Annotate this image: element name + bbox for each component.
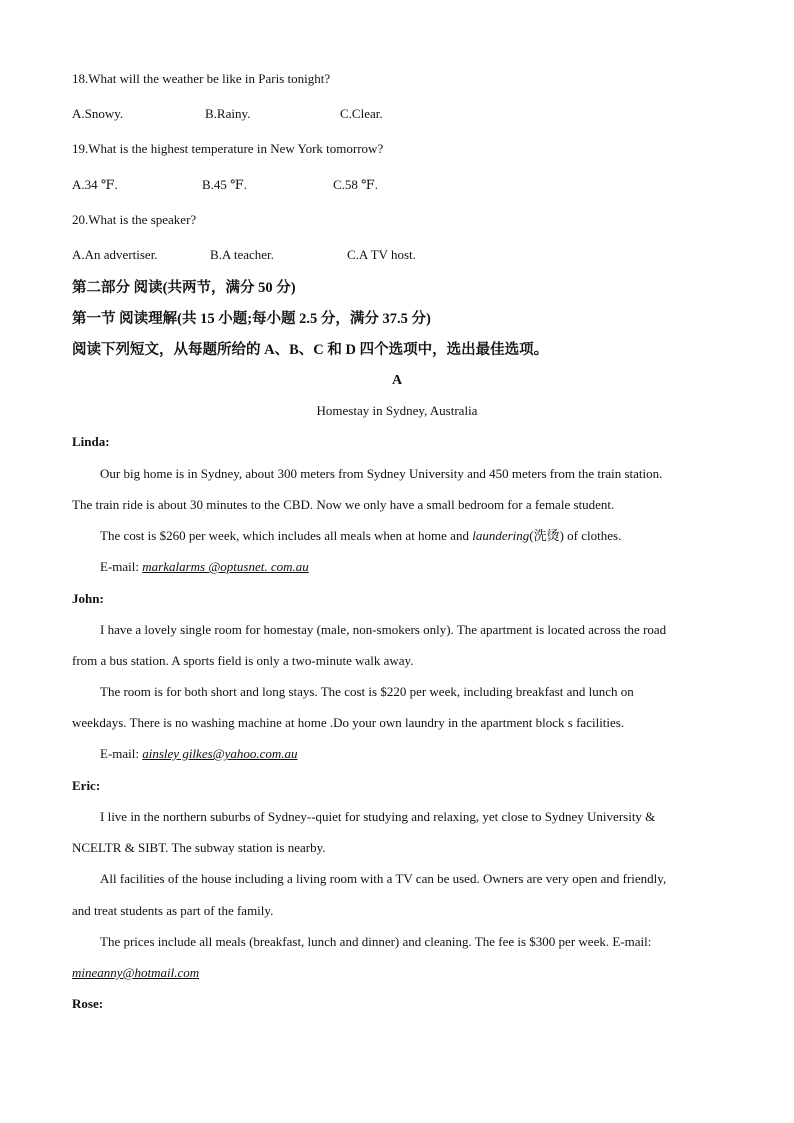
linda-p2-italic: laundering: [472, 528, 530, 543]
john-email-link[interactable]: ainsley gilkes@yahoo.com.au: [142, 746, 298, 761]
q19-option-c: C.58 ℉.: [333, 177, 379, 192]
linda-p1-line2: The train ride is about 30 minutes to the CBD. Now we only have a small bedroom for a female student.: [72, 497, 615, 512]
john-p1-line2: from a bus station. A sports field is only a two-minute walk away.: [72, 653, 414, 668]
linda-p2-text: The cost is $260 per week, which includes all meals when at home and: [100, 528, 473, 543]
question-18: 18.What will the weather be like in Paris tonight?: [72, 71, 331, 86]
eric-p3-line1: The prices include all meals (breakfast, lunch and dinner) and cleaning. The fee is $300 per week. E-mail:: [100, 934, 652, 949]
q18-option-a: A.Snowy.: [72, 106, 124, 121]
rose-name: Rose:: [72, 996, 104, 1011]
question-20: 20.What is the speaker?: [72, 212, 197, 227]
email-label: E-mail:: [100, 746, 143, 761]
q19-option-b: B.45 ℉.: [202, 177, 248, 192]
passage-title: Homestay in Sydney, Australia: [316, 403, 478, 418]
linda-email-line: [100, 559, 309, 575]
eric-p2-line1: All facilities of the house including a living room with a TV can be used. Owners are very open and friendly,: [100, 871, 667, 886]
john-p1-line1: I have a lovely single room for homestay (male, non-smokers only). The apartment is located across the road: [100, 622, 667, 637]
eric-email-link[interactable]: mineanny@hotmail.com: [72, 965, 200, 980]
passage-letter: A: [391, 373, 403, 388]
john-name: John:: [72, 591, 104, 606]
q20-option-c: C.A TV host.: [347, 247, 416, 262]
john-p2-line1: The room is for both short and long stays. The cost is $220 per week, including breakfast and lunch on: [100, 684, 634, 699]
linda-name: Linda:: [72, 434, 110, 449]
part2-title: 第二部分 阅读(共两节，满分 50 分): [72, 280, 296, 296]
eric-name: Eric:: [72, 778, 101, 793]
reading-instruction: 阅读下列短文，从每题所给的 A、B、C 和 D 四个选项中，选出最佳选项。: [72, 342, 549, 358]
q18-option-c: C.Clear.: [340, 106, 383, 121]
john-p2-line2: weekdays. There is no washing machine at home .Do your own laundry in the apartment block s facilities.: [72, 715, 625, 730]
email-label: E-mail:: [100, 559, 143, 574]
eric-email-line: [72, 965, 199, 981]
linda-email-link[interactable]: markalarms @optusnet. com.au: [142, 559, 309, 574]
linda-p2-tail: (洗烫) of clothes.: [529, 528, 622, 543]
eric-p2-line2: and treat students as part of the family.: [72, 903, 274, 918]
linda-p2: [100, 528, 621, 544]
question-19: 19.What is the highest temperature in New York tomorrow?: [72, 141, 384, 156]
q19-option-a: A.34 ℉.: [72, 177, 118, 192]
eric-p1-line2: NCELTR & SIBT. The subway station is nearby.: [72, 840, 326, 855]
q20-option-a: A.An advertiser.: [72, 247, 158, 262]
q20-option-b: B.A teacher.: [210, 247, 274, 262]
john-email-line: [100, 746, 298, 762]
section1-title: 第一节 阅读理解(共 15 小题;每小题 2.5 分，满分 37.5 分): [72, 311, 431, 327]
linda-p1-line1: Our big home is in Sydney, about 300 meters from Sydney University and 450 meters from the train station.: [100, 466, 663, 481]
eric-p1-line1: I live in the northern suburbs of Sydney--quiet for studying and relaxing, yet close to Sydney University &: [100, 809, 656, 824]
q18-option-b: B.Rainy.: [205, 106, 251, 121]
